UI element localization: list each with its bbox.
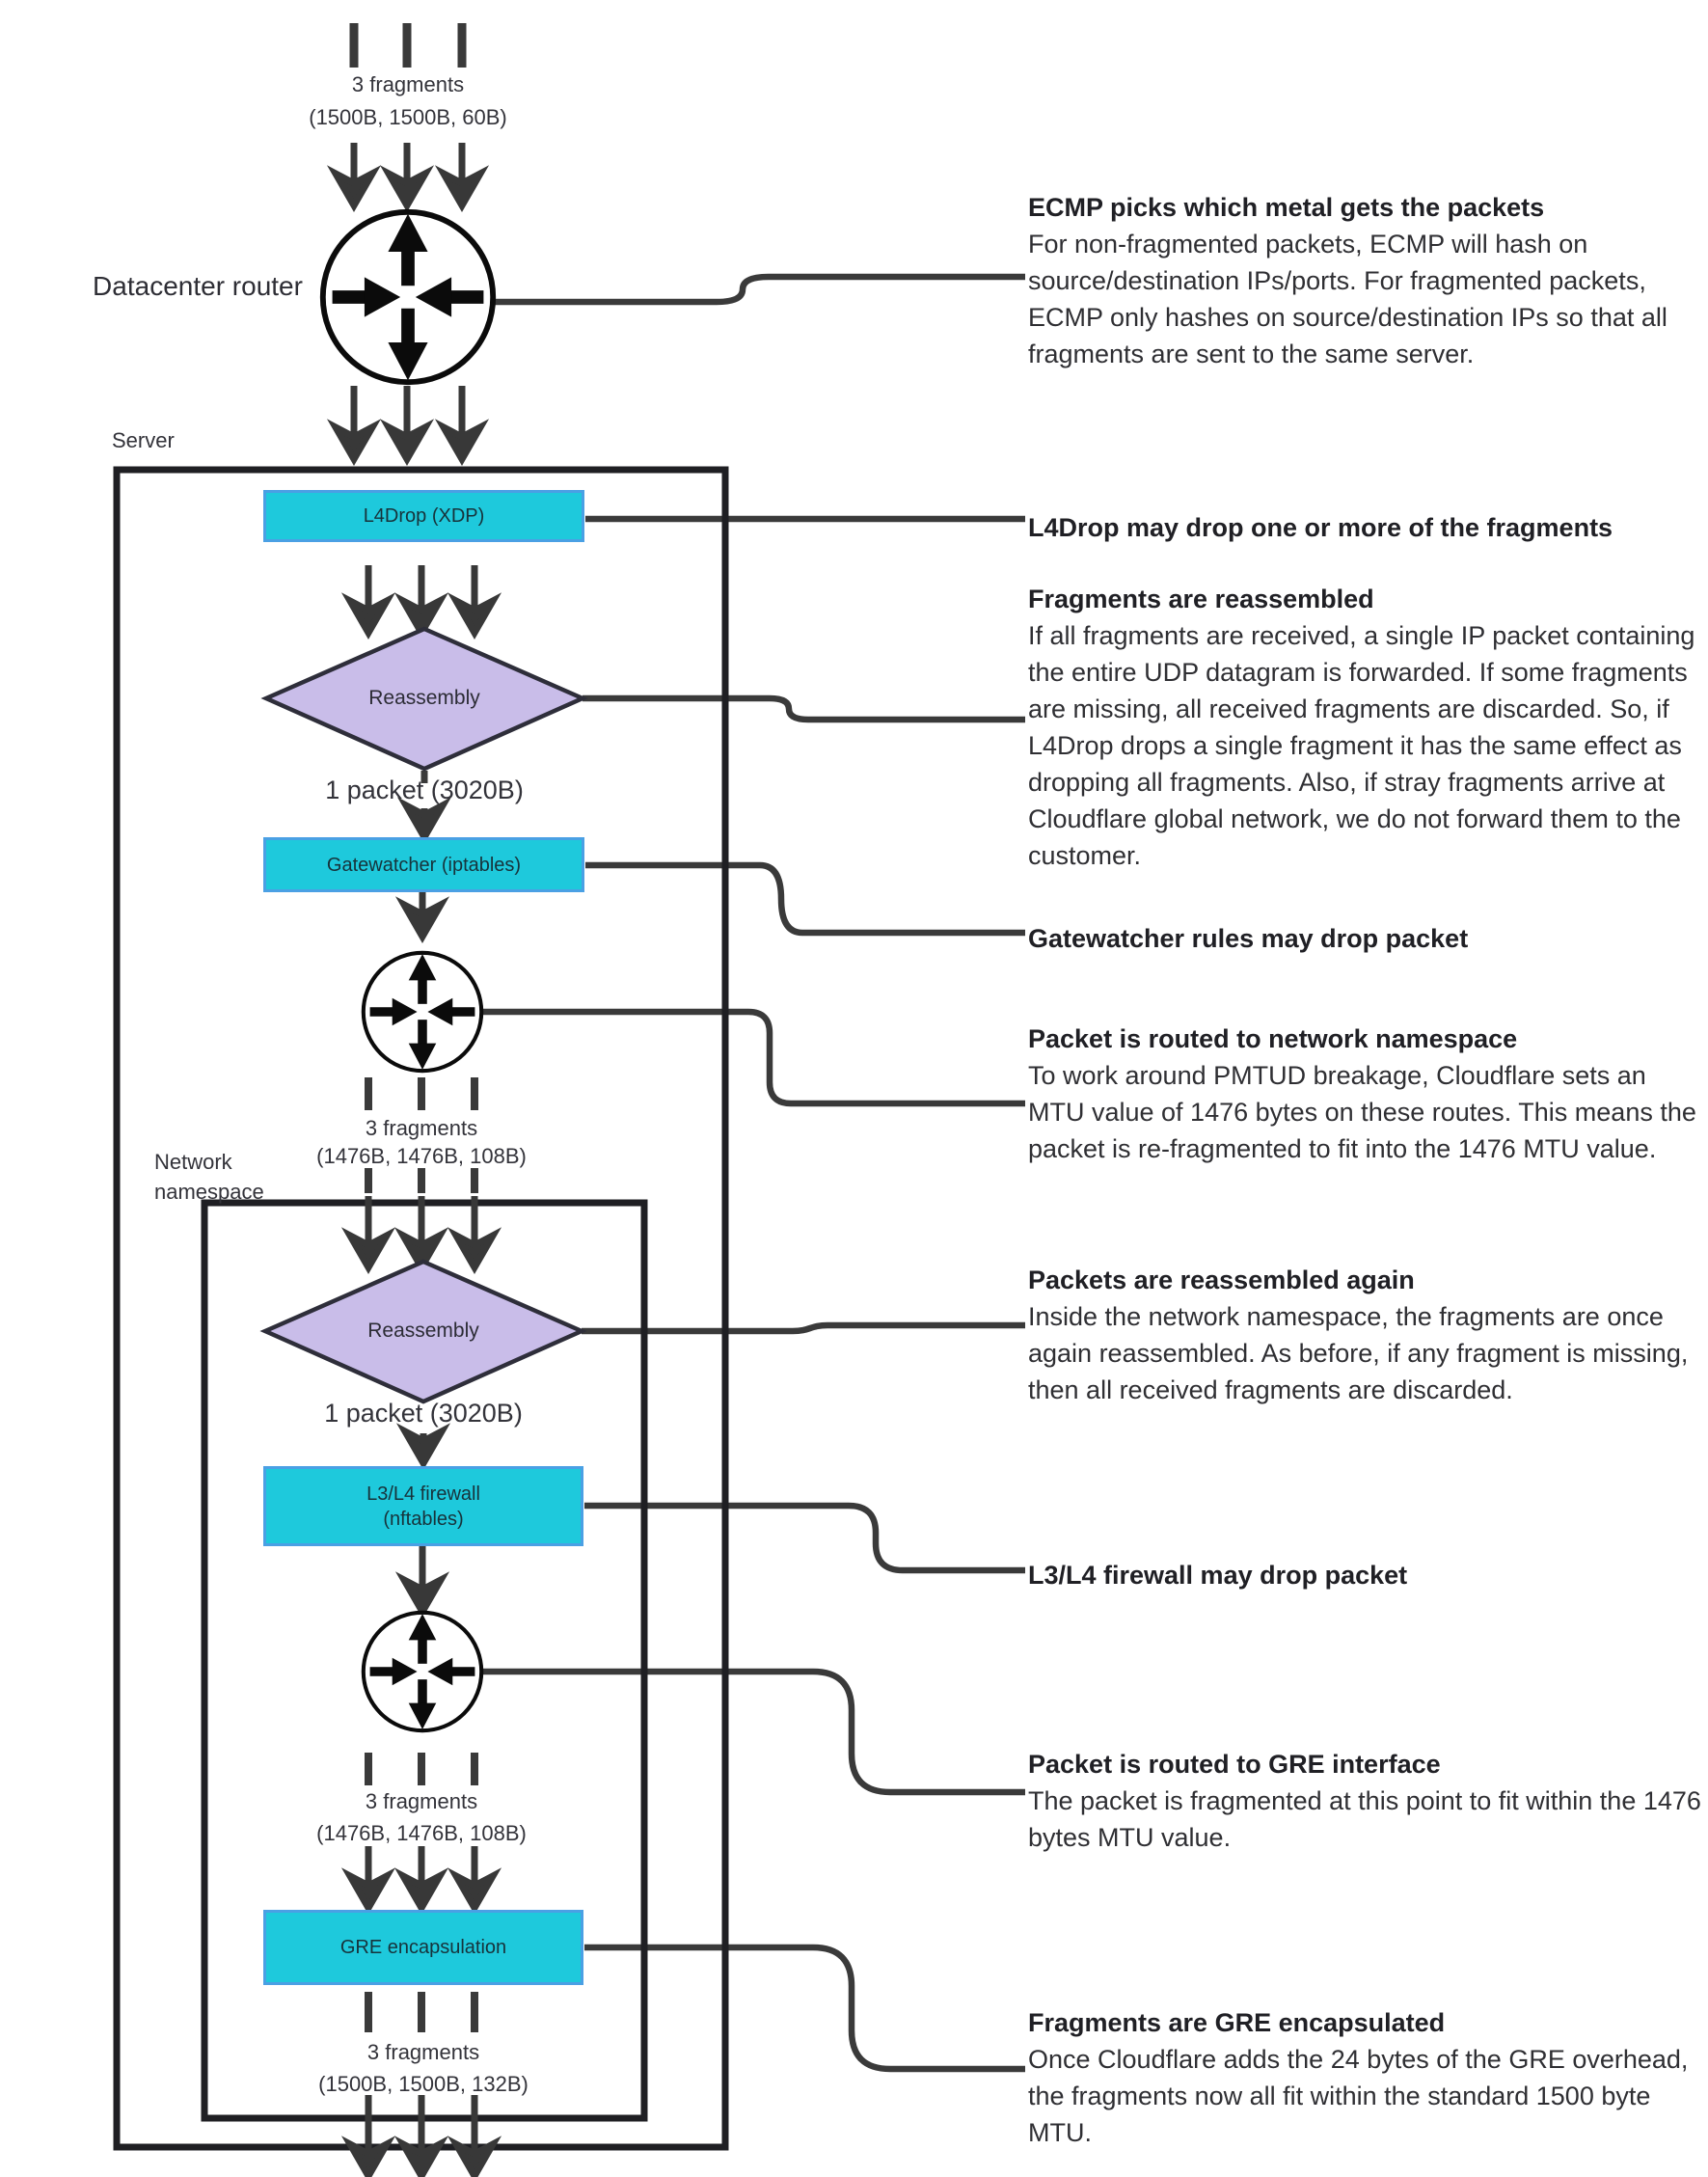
annotation-title: Fragments are reassembled [1028,585,1374,613]
top-fragments-sizes: (1500B, 1500B, 60B) [309,105,507,129]
annotation-route-namespace [1028,1020,1708,1167]
annotation-title: Packet is routed to GRE interface [1028,1750,1441,1779]
gatewatcher-label: Gatewatcher (iptables) [326,854,522,876]
gre-fragments-label: 3 fragments [365,1789,478,1813]
annotation-route-gre [1028,1746,1708,1856]
annotation-reassembled [1028,581,1708,874]
namespace-label: Network namespace [154,1150,264,1204]
datacenter-router-icon [323,212,493,382]
datacenter-router-label: Datacenter router [93,271,303,301]
connector-route-gre [481,1672,1025,1792]
connector-route-ns [482,1012,1025,1103]
annotation-body: The packet is fragmented at this point to fit within the 1476 bytes MTU value. [1028,1786,1701,1852]
annotation-body: Inside the network namespace, the fragments are once again reassembled. As before, if any fragment is missing, then all received fragments are discarded. [1028,1302,1689,1404]
bottom-fragments-sizes: (1500B, 1500B, 132B) [318,2072,529,2096]
annotation-reassembled-again [1028,1262,1708,1408]
connector-reassembly2 [582,1325,1025,1331]
firewall-label-line2: (nftables) [383,1508,464,1530]
connector-gre [584,1947,1025,2069]
firewall-box [263,1466,583,1546]
gatewatcher-box [263,837,584,892]
gre-fragments-sizes: (1476B, 1476B, 108B) [316,1821,527,1845]
mid-fragments-sizes: (1476B, 1476B, 108B) [316,1144,527,1168]
annotation-firewall [1028,1557,1708,1593]
top-fragments-label: 3 fragments [351,72,465,96]
connector-reassembly1 [583,698,1025,720]
annotation-title: Packets are reassembled again [1028,1265,1415,1294]
l4drop-box [263,490,584,542]
connector-lines [481,277,1025,2069]
mid-fragments-label: 3 fragments [365,1116,478,1140]
route-to-gre-router-icon [364,1613,481,1730]
reassembly2-label: Reassembly [367,1320,479,1342]
annotation-body: Once Cloudflare adds the 24 bytes of the GRE overhead, the fragments now all fit within the standard 1500 byte MTU. [1028,2045,1689,2147]
connector-gatewatcher [585,865,1025,933]
annotation-gre-encapsulated [1028,2004,1708,2151]
connector-ecmp [494,277,1025,302]
bottom-fragments-label: 3 fragments [366,2040,480,2064]
packet2-label: 1 packet (3020B) [324,1399,523,1428]
annotation-title: Packet is routed to network namespace [1028,1024,1518,1053]
l4drop-label: L4Drop (XDP) [363,505,485,527]
annotation-body: If all fragments are received, a single IP packet containing the entire UDP datagram is forwarded. If some fragments are missing, all received fragments are discarded. So, if L4Drop drops a single fragment it has the same effect as dropping all fragments. Also, if stray fragments arrive at Cloudflare global network, we do not forward them to the customer. [1028,621,1695,870]
reassembly1-label: Reassembly [368,687,480,709]
annotation-body: For non-fragmented packets, ECMP will hash on source/destination IPs/ports. For fragmented packets, ECMP only hashes on source/destination IPs so that all fragments are sent to the same server. [1028,230,1667,368]
annotation-gatewatcher [1028,920,1708,957]
annotation-title: Fragments are GRE encapsulated [1028,2008,1446,2037]
server-label: Server [112,428,175,452]
gre-box [263,1910,583,1985]
annotation-body: To work around PMTUD breakage, Cloudflare sets an MTU value of 1476 bytes on these routes. This means the packet is re-fragmented to fit into the 1476 MTU value. [1028,1061,1696,1163]
connector-firewall [584,1506,1025,1570]
annotation-l4drop [1028,509,1708,546]
annotation-title: L4Drop may drop one or more of the fragments [1028,513,1613,542]
annotation-title: L3/L4 firewall may drop packet [1028,1561,1408,1590]
gre-label: GRE encapsulation [339,1937,507,1958]
annotation-title: Gatewatcher rules may drop packet [1028,924,1469,953]
route-to-namespace-router-icon [364,953,481,1071]
packet1-label: 1 packet (3020B) [325,776,524,804]
firewall-label-line1: L3/L4 firewall [366,1483,480,1505]
annotation-ecmp [1028,189,1708,372]
annotation-title: ECMP picks which metal gets the packets [1028,193,1545,222]
